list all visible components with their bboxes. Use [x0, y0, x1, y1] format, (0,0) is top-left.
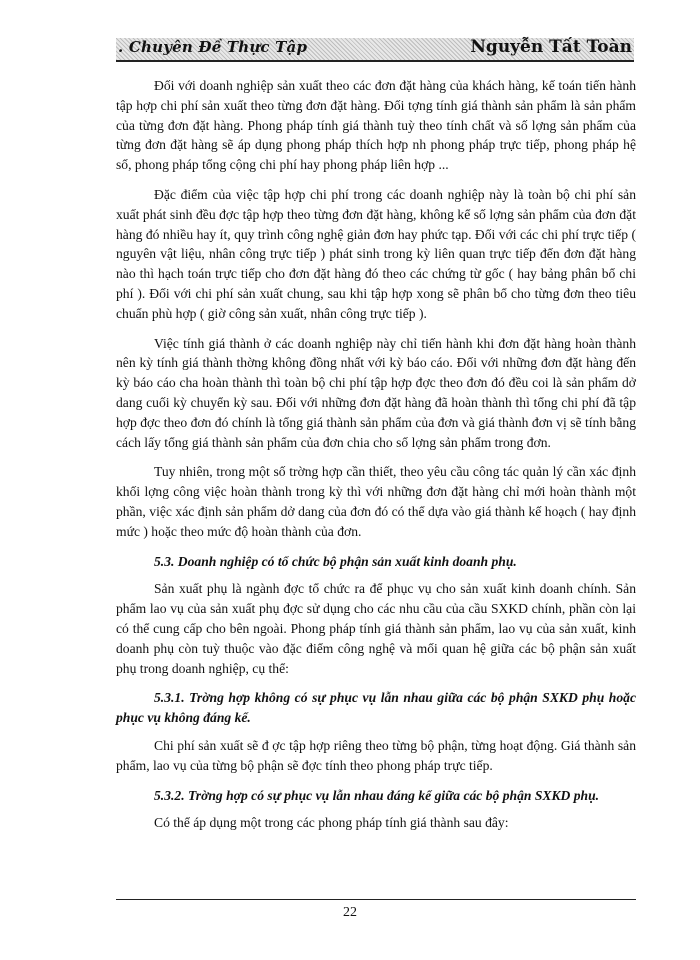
paragraph: Chi phí sản xuất sẽ đ ợc tập hợp riêng theo từng bộ phận, từng hoạt động. Giá thành sản phẩm, lao vụ của từng bộ phận sẽ đợc tính theo phong pháp trực tiếp.: [116, 737, 636, 773]
paragraph: Đặc điểm của việc tập hợp chi phí trong các doanh nghiệp này là toàn bộ chi phí sản xuất phát sinh đều đợc tập hợp theo từng đơn đặt hàng, không kể số lợng sản phẩm của đơn đặt hàng đó nhiều hay ít, quy trình công nghệ giản đơn hay phức tạp. Đối với các chi phí trực tiếp ( nguyên vật liệu, nhân công trực tiếp ) phát sinh trong kỳ liên quan trực tiếp đến đơn đặt hàng nào thì hạch toán trực tiếp cho đơn đặt hàng đó theo các chứng từ gốc ( hay bảng phân bổ chi phí ). Đối với chi phí sản xuất chung, sau khi tập hợp xong sẽ phân bổ cho từng đơn theo tiêu chuẩn phù hợp ( giờ công sản xuất, nhân công trực tiếp ).: [116, 186, 636, 321]
footer-divider: [116, 899, 636, 900]
page-header: [116, 38, 634, 62]
header-title: . Chuyên Đề Thực Tập: [118, 38, 308, 56]
paragraph: Việc tính giá thành ở các doanh nghiệp này chỉ tiến hành khi đơn đặt hàng hoàn thành nên kỳ tính giá thành thờng không đồng nhất với kỳ báo cáo. Đối với những đơn đặt hàng đến kỳ báo cáo cha hoàn thành thì toàn bộ chi phí tập hợp đợc theo đơn đó đều coi là sản phẩm dở dang cuối kỳ chuyển kỳ sau. Đối với những đơn đặt hàng đã hoàn thành thì tổng chi phí đã tập hợp đợc theo đơn đó chính là tổng giá thành sản phẩm của đơn và giá thành đơn vị sẽ tính bằng cách lấy tổng giá thành sản phẩm của đơn chia cho số lợng sản phẩm trong đơn.: [116, 335, 636, 450]
header-author: Nguyễn Tất Toàn: [470, 37, 632, 57]
paragraph: Sản xuất phụ là ngành đợc tổ chức ra để phục vụ cho sản xuất kinh doanh chính. Sản phẩm lao vụ của sản xuất phụ đợc sử dụng cho các nhu cầu của cầu SXKD chính, phần còn lại có thể cung cấp cho bên ngoài. Phong pháp tính giá thành sản phẩm, lao vụ của sản xuất, kinh doanh phụ còn tuỳ thuộc vào đặc điểm công nghệ và mối quan hệ giữa các bộ phận sản xuất phụ trong doanh nghiệp, cụ thể:: [116, 581, 636, 676]
page-number: 22: [343, 905, 357, 920]
paragraph: Tuy nhiên, trong một số trờng hợp cần thiết, theo yêu cầu công tác quản lý cần xác định khối lợng công việc hoàn thành trong kỳ thì với những đơn đặt hàng chỉ mới hoàn thành một phần, việc xác định sản phẩm dở dang của đơn đó có thể dựa vào giá thành kế hoạch ( hay định mức ) hoặc theo mức độ hoàn thành của đơn.: [116, 464, 636, 539]
section-heading: 5.3. Doanh nghiệp có tổ chức bộ phận sản xuất kinh doanh phụ.: [154, 553, 517, 569]
subsection-heading: 5.3.2. Trờng hợp có sự phục vụ lẫn nhau đáng kể giữa các bộ phận SXKD phụ.: [154, 787, 600, 803]
paragraph: Có thể áp dụng một trong các phong pháp tính giá thành sau đây:: [154, 815, 509, 831]
document-body: [116, 76, 636, 843]
paragraph: Đối với doanh nghiệp sản xuất theo các đơn đặt hàng của khách hàng, kế toán tiến hành tập hợp chi phí sản xuất theo từng đơn đặt hàng. Đối tợng tính giá thành sản phẩm là sản phẩm của từng đơn đặt hàng. Phong pháp tính giá thành tuỳ theo tính chất và số lợng sản phẩm của từng đơn đặt hàng sẽ áp dụng phong pháp thích hợp nh phong pháp trực tiếp, phong pháp hệ số, phong pháp tổng cộng chi phí hay phong pháp liên hợp ...: [116, 78, 636, 173]
subsection-heading: 5.3.1. Trờng hợp không có sự phục vụ lẫn nhau giữa các bộ phận SXKD phụ hoặc phục vụ không đáng kể.: [116, 690, 636, 726]
